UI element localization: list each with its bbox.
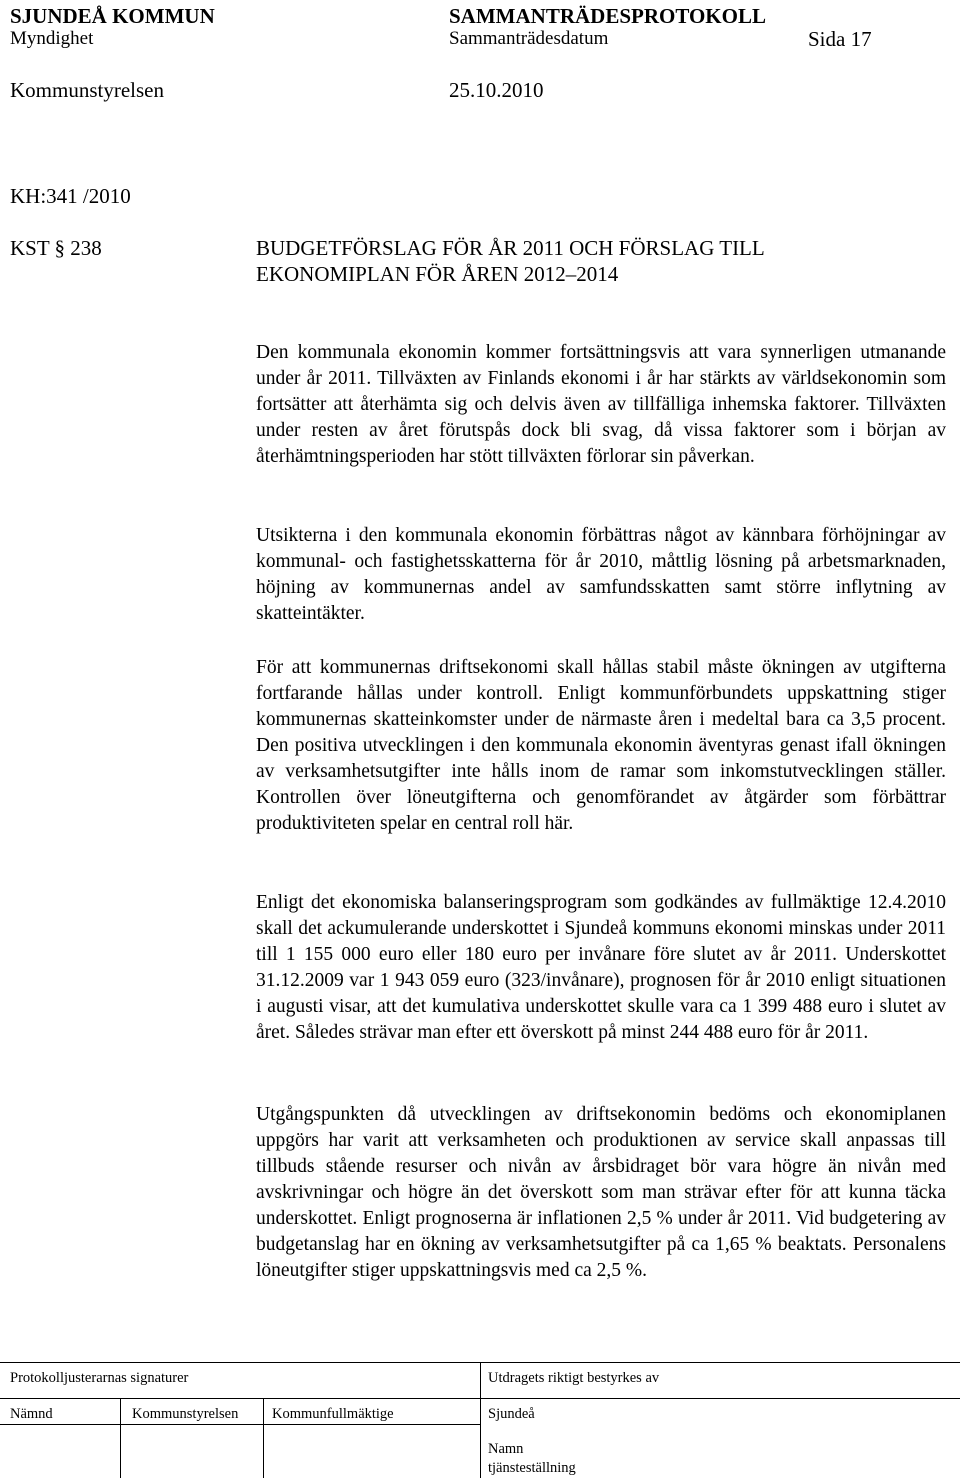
footer-divider-2 [263, 1398, 264, 1478]
paragraph-1: Den kommunala ekonomin kommer fortsättningsvis att vara synnerligen utmanande under år 2011. Tillväxten av Finlands ekonomi i år har stärkts av världsekonomin som fortsätter att återhämta sig och delvis även av tillfälliga inhemska faktorer. Tillväxten under resten av året förutspås dock bli svag, då vissa faktorer som i början av återhämtningsperioden har stött tillväxten förlorar sin påverkan. [256, 342, 946, 467]
signatures-label: Protokolljusterarnas signaturer [10, 1370, 189, 1386]
certify-label: Utdragets riktigt bestyrkes av [488, 1370, 660, 1386]
footer-divider-1 [120, 1398, 121, 1478]
paragraph-2: Utsikterna i den kommunala ekonomin förbättras något av kännbara förhöjningar av kommunal- och fastighetsskatterna för år 2010, måttlig lösning på arbetsmarknaden, höjning av kommunernas andel av samfundsskatten samt större inflytning av skatteintäkter. [256, 525, 946, 624]
organ-executive: Kommunstyrelsen [132, 1406, 239, 1422]
paragraph-5: Utgångspunkten då utvecklingen av driftsekonomin bedöms och ekonomiplanen uppgörs har varit att verksamheten och produktionen av service skall anpassas till tillbuds stående resurser och nivån av årsbidraget bör vara högre än nivån med avskrivningar och högre än det överskott som man strävar efter för att kunna täcka underskottet. Enligt prognoserna är inflationen 2,5 % under år 2011. Vid budgetering av budgetanslag har en ökning av verksamhetsutgifter på ca 1,65 % beaktats. Personalens löneutgifter stiger uppskattningsvis med ca 2,5 %. [256, 1104, 946, 1281]
case-title-line2: EKONOMIPLAN FÖR ÅREN 2012–2014 [256, 262, 619, 286]
case-title-line1: BUDGETFÖRSLAG FÖR ÅR 2011 OCH FÖRSLAG TILL [256, 236, 765, 260]
document-type: SAMMANTRÄDESPROTOKOLL [449, 4, 766, 28]
organ-council: Kommunfullmäktige [272, 1406, 394, 1422]
organ-board: Nämnd [10, 1406, 53, 1422]
authority-name: Kommunstyrelsen [10, 78, 164, 102]
meeting-date: 25.10.2010 [449, 78, 544, 102]
paragraph-3: För att kommunernas driftsekonomi skall hållas stabil måste ökningen av utgifterna fortfarande hållas under kontroll. Enligt kommunförbundets uppskattning stiger kommunernas skatteinkomster under de närmaste åren i medeltal bara ca 3,5 procent. Den positiva utvecklingen i den kommunala ekonomin äventyras genast ifall ökningen av verksamhetsutgifter inte hålls inom de ramar som inkomstutvecklingen ställer. Kontrollen över löneutgifterna och genomförandet av åtgärder som förbättrar produktiviteten spelar en central roll här. [256, 657, 946, 834]
position-label: tjänsteställning [488, 1460, 576, 1476]
municipality-name: SJUNDEÅ KOMMUN [10, 4, 215, 28]
authority-label: Myndighet [10, 28, 94, 49]
name-label: Namn [488, 1441, 524, 1457]
footer-organ-rule [0, 1424, 480, 1425]
case-number: KH:341 /2010 [10, 184, 131, 208]
date-label: Sammanträdesdatum [449, 28, 609, 49]
paragraph-4: Enligt det ekonomiska balanseringsprogram som godkändes av fullmäktige 12.4.2010 skall det ackumulerande underskottet i Sjundeå kommuns ekonomi minskas under 2011 till 1 155 000 euro eller 180 euro per invånare före slutet av år 2011. Underskottet 31.12.2009 var 1 943 059 euro (323/invånare), prognosen för år 2010 enligt situationen i augusti visar, att det kumulativa underskottet skulle vara ca 1 399 488 euro i slutet av året. Således strävar man efter ett överskott på minst 244 488 euro för år 2011. [256, 892, 946, 1043]
footer-center-divider [480, 1362, 481, 1478]
page-number: Sida 17 [808, 27, 872, 51]
certify-place: Sjundeå [488, 1406, 535, 1422]
section-number: KST § 238 [10, 236, 102, 260]
